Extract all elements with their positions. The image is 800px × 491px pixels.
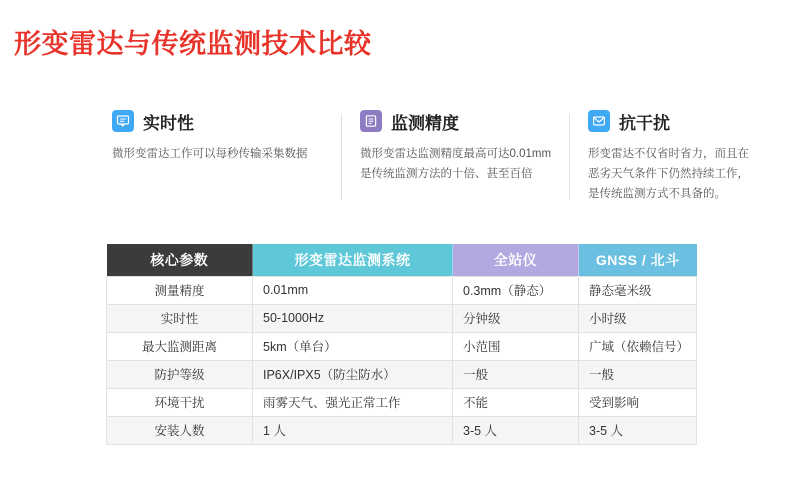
table-cell-total-station: 3-5 人 bbox=[453, 416, 579, 444]
feature-title: 抗干扰 bbox=[619, 113, 670, 133]
feature-divider bbox=[569, 114, 570, 200]
table-cell-param: 防护等级 bbox=[107, 360, 253, 388]
table-cell-total-station: 小范围 bbox=[453, 332, 579, 360]
table-header-cell-0: 核心参数 bbox=[107, 244, 253, 276]
table-header-row bbox=[107, 244, 697, 276]
table-row bbox=[107, 276, 697, 304]
comparison-table-container bbox=[106, 244, 696, 445]
table-cell-radar: 50-1000Hz bbox=[253, 304, 453, 332]
table-cell-gnss: 受到影响 bbox=[579, 388, 697, 416]
table-cell-gnss: 小时级 bbox=[579, 304, 697, 332]
table-header bbox=[107, 244, 697, 276]
table-header-cell-1: 形变雷达监测系统 bbox=[253, 244, 453, 276]
table-body bbox=[107, 276, 697, 444]
feature-card-realtime bbox=[112, 108, 350, 204]
envelope-icon bbox=[588, 110, 610, 132]
table-cell-radar: 雨雾天气、强光正常工作 bbox=[253, 388, 453, 416]
table-row bbox=[107, 388, 697, 416]
table-cell-radar: 5km（单台） bbox=[253, 332, 453, 360]
table-cell-gnss: 一般 bbox=[579, 360, 697, 388]
table-cell-gnss: 3-5 人 bbox=[579, 416, 697, 444]
table-cell-total-station: 0.3mm（静态） bbox=[453, 276, 579, 304]
table-header-cell-3: GNSS / 北斗 bbox=[579, 244, 697, 276]
table-cell-radar: IP6X/IPX5（防尘防水） bbox=[253, 360, 453, 388]
table-cell-param: 最大监测距离 bbox=[107, 332, 253, 360]
table-cell-total-station: 一般 bbox=[453, 360, 579, 388]
table-cell-param: 实时性 bbox=[107, 304, 253, 332]
table-cell-total-station: 分钟级 bbox=[453, 304, 579, 332]
feature-description: 微形变雷达工作可以每秒传输采集数据 bbox=[112, 148, 308, 160]
feature-header bbox=[112, 108, 332, 134]
page-title: 形变雷达与传统监测技术比较 bbox=[14, 29, 372, 59]
table-row bbox=[107, 332, 697, 360]
clipboard-icon bbox=[360, 110, 382, 132]
table-row bbox=[107, 304, 697, 332]
feature-description: 微形变雷达监测精度最高可达0.01mm 是传统监测方法的十倍、甚至百倍 bbox=[360, 148, 552, 180]
feature-header bbox=[360, 108, 560, 134]
table-cell-total-station: 不能 bbox=[453, 388, 579, 416]
table-cell-param: 安装人数 bbox=[107, 416, 253, 444]
comparison-table bbox=[106, 244, 697, 445]
table-cell-radar: 0.01mm bbox=[253, 276, 453, 304]
table-cell-radar: 1 人 bbox=[253, 416, 453, 444]
feature-header bbox=[588, 108, 754, 134]
feature-title: 监测精度 bbox=[391, 113, 459, 133]
table-cell-gnss: 广域（依赖信号） bbox=[579, 332, 697, 360]
feature-title: 实时性 bbox=[143, 113, 194, 133]
feature-card-antiinterference bbox=[578, 108, 772, 204]
feature-divider bbox=[341, 114, 342, 200]
table-cell-param: 环境干扰 bbox=[107, 388, 253, 416]
speech-bubble-icon bbox=[112, 110, 134, 132]
table-row bbox=[107, 360, 697, 388]
feature-card-accuracy bbox=[350, 108, 578, 204]
table-header-cell-2: 全站仪 bbox=[453, 244, 579, 276]
table-cell-param: 测量精度 bbox=[107, 276, 253, 304]
feature-description: 形变雷达不仅省时省力，而且在恶劣天气条件下仍然持续工作，是传统监测方式不具备的。 bbox=[588, 148, 749, 200]
table-cell-gnss: 静态毫米级 bbox=[579, 276, 697, 304]
feature-list bbox=[112, 108, 772, 204]
table-row bbox=[107, 416, 697, 444]
